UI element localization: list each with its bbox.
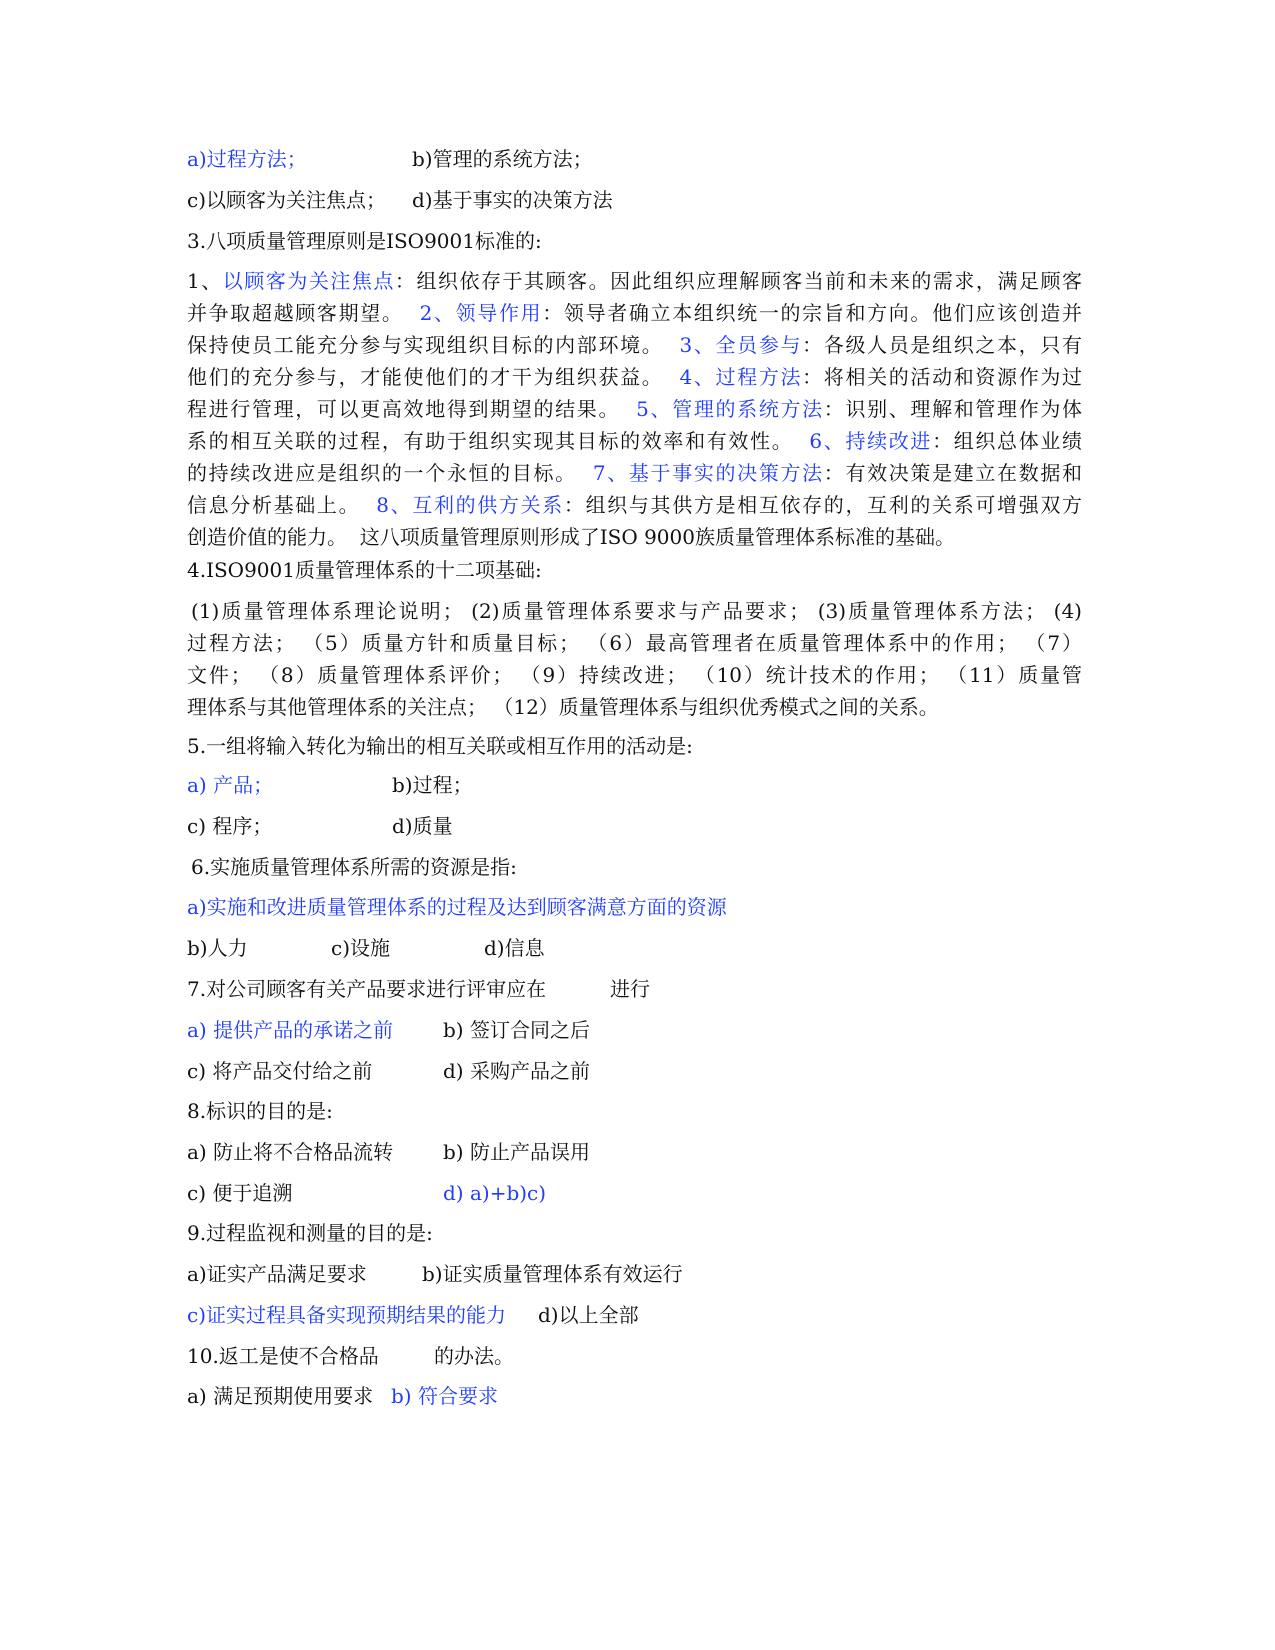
q4-question: 4.ISO9001质量管理体系的十二项基础: [187,558,542,582]
q3-principles-paragraph [187,265,1082,553]
principle-4-text-part1: ：将相关的活动和资源作为过 [802,365,1083,389]
q7-option-d: d) 采购产品之前 [443,1059,590,1083]
principle-4-title-full: 4、过程方法 [679,365,803,389]
q2-option-a: a)过程方法； [187,147,307,171]
q5-option-c: c) 程序； [187,814,273,838]
principle-2-text-part1: ：领导者确立本组织统一的宗旨和方向。他们应该创造并 [542,301,1083,325]
q4-line-4: 理体系与其他管理体系的关注点； （12）质量管理体系与组织优秀模式之间的关系。 [187,695,939,719]
principle-6-text-part1: ：组织总体业绩 [932,429,1083,453]
paragraph-line [187,425,1082,457]
principle-8-text-part2: 创造价值的能力。 [187,525,347,549]
paragraph-line [187,265,1082,297]
q4-foundations-paragraph [187,595,1082,723]
paragraph-line [187,329,1082,361]
q5-question: 5.一组将输入转化为输出的相互关联或相互作用的活动是: [187,734,693,758]
principles-summary: 这八项质量管理原则形成了ISO 9000族质量管理体系标准的基础。 [359,525,955,549]
q8-option-a: a) 防止将不合格品流转 [187,1140,394,1164]
principle-7-title-full: 7、基于事实的决策方法 [592,461,824,485]
q8-option-c: c) 便于追溯 [187,1181,293,1205]
paragraph-line [187,393,1082,425]
q5-option-d: d)质量 [392,814,453,838]
principle-2-text-part2: 保持使员工能充分参与实现组织目标的内部环境。 [187,333,664,357]
q9-option-a: a)证实产品满足要求 [187,1262,367,1286]
q6-option-d: d)信息 [484,936,545,960]
q5-option-b: b)过程； [392,773,473,797]
q9-option-d: d)以上全部 [538,1303,639,1327]
q10-option-a: a) 满足预期使用要求 [187,1384,374,1408]
principle-3-title-full: 3、全员参与 [679,333,803,357]
principle-7-text-part2: 信息分析基础上。 [187,493,361,517]
paragraph-line [187,489,1082,521]
principle-1-text-part1: ：组织依存于其顾客。因此组织应理解顾客当前和未来的需求，满足顾客 [394,269,1083,293]
q6-option-b: b)人力 [187,936,248,960]
principle-6-title-full: 6、持续改进 [809,429,933,453]
q2-option-d: d)基于事实的决策方法 [412,188,613,212]
principle-7-text-part1: ：有效决策是建立在数据和 [823,461,1083,485]
q2-option-c: c)以顾客为关注焦点； [187,188,387,212]
paragraph-line [187,297,1082,329]
principle-1-text-part2: 并争取超越顾客期望。 [187,301,404,325]
q6-option-c: c)设施 [331,936,391,960]
q2-option-b: b)管理的系统方法； [412,147,593,171]
principle-5-title-full: 5、管理的系统方法 [636,397,824,421]
principle-3-text-part1: ：各级人员是组织之本，只有 [802,333,1083,357]
q9-option-b: b)证实质量管理体系有效运行 [422,1262,683,1286]
q8-option-d: d) a)+b)c) [443,1181,547,1205]
q7-option-b: b) 签订合同之后 [443,1018,590,1042]
principle-6-text-part2: 的持续改进应是组织的一个永恒的目标。 [187,461,577,485]
q7-question: 7.对公司顾客有关产品要求进行评审应在 [187,977,547,1001]
q9-option-c: c)证实过程具备实现预期结果的能力 [187,1303,507,1327]
principle-8-text-part1: ：组织与其供方是相互依存的，互利的关系可增强双方 [563,493,1083,517]
principle-2-title-full: 2、领导作用 [419,301,543,325]
q10-question-tail: 的办法。 [434,1344,514,1368]
q3-question: 3.八项质量管理原则是ISO9001标准的: [187,229,542,253]
q6-option-a: a)实施和改进质量管理体系的过程及达到顾客满意方面的资源 [187,895,727,919]
q4-line-2: 过程方法； （5）质量方针和质量目标； （6）最高管理者在质量管理体系中的作用； （7） [187,631,1082,655]
q9-question: 9.过程监视和测量的目的是: [187,1221,433,1245]
paragraph-line [187,521,1082,553]
principle-8-title-full: 8、互利的供方关系 [376,493,564,517]
principle-1-number: 1、 [187,269,223,293]
q6-question: 6.实施质量管理体系所需的资源是指: [191,855,517,879]
q10-option-b: b) 符合要求 [391,1384,498,1408]
principle-5-text-part1: ：识别、理解和管理作为体 [823,397,1083,421]
q7-question-tail: 进行 [610,977,650,1001]
q4-line-3: 文件； （8）质量管理体系评价； （9）持续改进； （10）统计技术的作用； （11）质量管 [187,663,1082,687]
q10-question: 10.返工是使不合格品 [187,1344,379,1368]
principle-1-title: 以顾客为关注焦点 [222,269,395,293]
paragraph-line [187,457,1082,489]
q8-option-b: b) 防止产品误用 [443,1140,590,1164]
q7-option-c: c) 将产品交付给之前 [187,1059,373,1083]
principle-4-text-part2: 程进行管理，可以更高效地得到期望的结果。 [187,397,621,421]
paragraph-line [187,361,1082,393]
principle-3-text-part2: 他们的充分参与，才能使他们的才干为组织获益。 [187,365,664,389]
q8-question: 8.标识的目的是: [187,1099,333,1123]
q7-option-a: a) 提供产品的承诺之前 [187,1018,394,1042]
q5-option-a: a) 产品； [187,773,274,797]
q4-line-1: (1)质量管理体系理论说明； (2)质量管理体系要求与产品要求； (3)质量管理体系方法； (4) [191,599,1082,623]
principle-5-text-part2: 系的相互关联的过程，有助于组织实现其目标的效率和有效性。 [187,429,794,453]
